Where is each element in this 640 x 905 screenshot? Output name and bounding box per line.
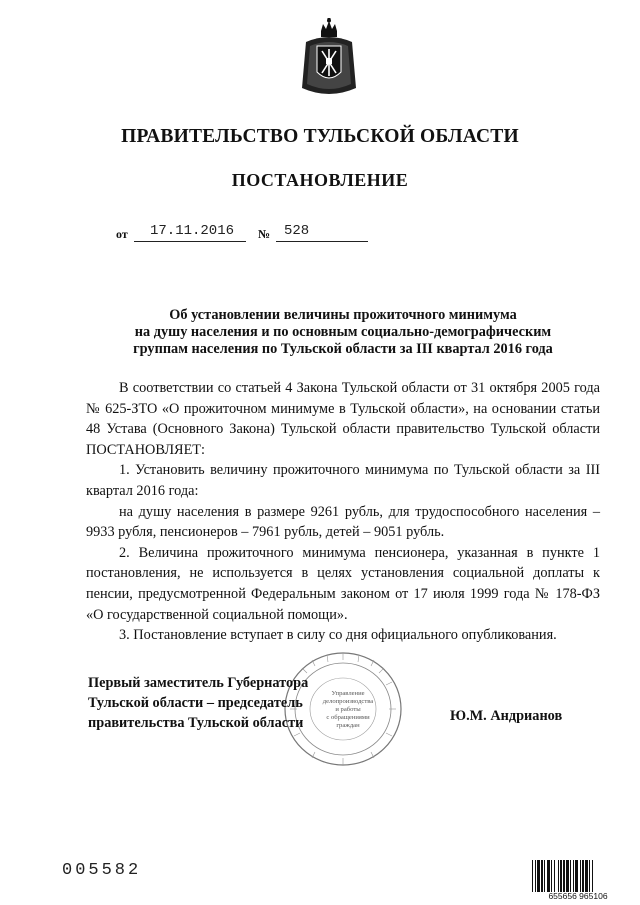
body-paragraph: на душу населения в размере 9261 рубль, для трудоспособного населения – 9933 рубля, пенсионеров – 7961 рубль, детей – 9051 рубль.	[86, 503, 600, 541]
barcode-bar	[537, 860, 540, 892]
document-heading	[100, 307, 586, 358]
barcode-bar	[580, 860, 581, 892]
body-paragraph: 2. Величина прожиточного минимума пенсионера, указанная в пункте 1 постановления, не используется в целях установления социальной доплаты к пенсии, предусмотренной Федеральным законом от 17 июля 1999 года № 178-ФЗ «О государственной социальной помощи».	[86, 544, 600, 623]
barcode-icon	[532, 860, 624, 892]
barcode-bar	[575, 860, 578, 892]
coat-of-arms-icon	[300, 18, 358, 102]
heading-line: Об установлении величины прожиточного минимума	[169, 307, 517, 323]
barcode-bar	[544, 860, 545, 892]
document-body	[86, 378, 600, 646]
barcode-number: 655656 965106	[548, 891, 608, 901]
barcode-bar	[560, 860, 562, 892]
barcode-bar	[551, 860, 552, 892]
barcode-bar	[589, 860, 590, 892]
barcode-bar	[582, 860, 584, 892]
document-date: 17.11.2016	[150, 223, 235, 239]
number-underline	[276, 241, 368, 242]
document-date-line	[116, 220, 386, 244]
barcode-bar	[541, 860, 543, 892]
barcode-bar	[566, 860, 569, 892]
stamp-line: граждан	[336, 722, 360, 729]
document-type: ПОСТАНОВЛЕНИЕ	[231, 170, 409, 190]
barcode-bar	[532, 860, 533, 892]
barcode-bar	[554, 860, 555, 892]
body-paragraph: В соответствии со статьей 4 Закона Тульской области от 31 октября 2005 года № 625-ЗТО «О прожиточном минимуме в Тульской области», на основании статьи 48 Устава (Основного Закона) Тульской области правительство Тульской области ПОСТАНОВЛЯЕТ:	[86, 380, 600, 458]
stamp-line: Управление	[331, 690, 365, 697]
barcode-bar	[535, 860, 536, 892]
date-underline	[134, 241, 246, 242]
signer-position-line: правительства Тульской области	[88, 715, 304, 731]
signer-position-line: Первый заместитель Губернатора	[88, 675, 309, 691]
barcode-bar	[573, 860, 574, 892]
heading-line: группам населения по Тульской области за III квартал 2016 года	[133, 341, 553, 357]
stamp-line: делопроизводства	[322, 698, 374, 705]
barcode-bar	[592, 860, 593, 892]
signer-position-line: Тульской области – председатель	[88, 695, 303, 711]
signer-position	[88, 673, 338, 733]
document-number: 528	[284, 223, 310, 239]
stamp-line: и работы	[335, 706, 361, 713]
serial-number: 005582	[62, 861, 142, 880]
barcode-bar	[563, 860, 565, 892]
body-paragraph: 1. Установить величину прожиточного минимума по Тульской области за III квартал 2016 года:	[86, 462, 600, 499]
stamp-line: с обращениями	[326, 714, 370, 721]
number-prefix: №	[258, 227, 271, 241]
barcode-bar	[558, 860, 559, 892]
heading-line: на душу населения и по основным социально-демографическим	[134, 324, 552, 340]
barcode-bar	[585, 860, 588, 892]
date-prefix: от	[116, 227, 128, 241]
barcode-bar	[547, 860, 550, 892]
body-paragraph: 3. Постановление вступает в силу со дня официального опубликования.	[119, 627, 557, 644]
organization-title: ПРАВИТЕЛЬСТВО ТУЛЬСКОЙ ОБЛАСТИ	[121, 126, 519, 147]
signer-name: Ю.М. Андрианов	[450, 708, 563, 724]
barcode-bar	[570, 860, 571, 892]
